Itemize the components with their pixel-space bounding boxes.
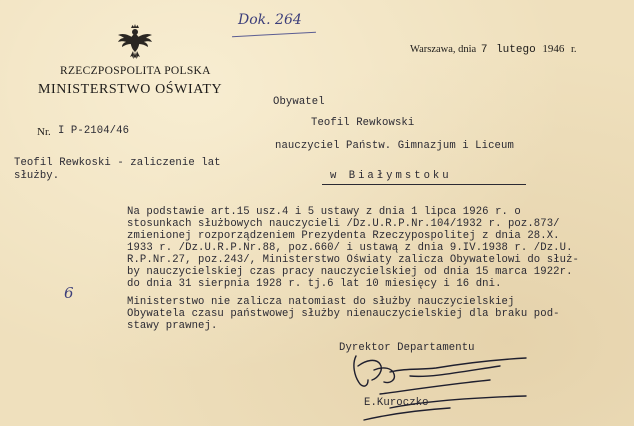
reference-label: Nr. [37,126,51,138]
body-line: Na podstawie art.15 usz.4 i 5 ustawy z dnia 1 lipca 1926 r. o [127,206,521,218]
place-date-line [410,43,576,56]
body-line: do dnia 31 sierpnia 1928 r. tj.6 lat 10 miesięcy i 16 dni. [127,278,502,290]
eagle-emblem-icon [115,22,155,62]
signatory-title: Dyrektor Departamentu [339,342,475,354]
margin-handwritten-mark: 6 [64,284,74,302]
body-line: R.P.Nr.27, poz.243/, Ministerstwo Oświaty zalicza Obywatelowi do służ- [127,254,580,266]
date-year: 1946 [542,43,565,55]
body-line: by nauczycielskiej czas pracy nauczycielskiej od dnia 15 marca 1922r. [127,266,573,278]
body-line: stosunkach służbowych nauczycieli /Dz.U.R.P.Nr.104/1932 r. poz.873/ [127,218,560,230]
body-line: 1933 r. /Dz.U.R.P.Nr.88, poz.660/ i ustawą z dnia 9.IV.1938 r. /Dz.U. [127,242,573,254]
handwritten-document-number: Dok. 264 [238,12,302,28]
recipient-city: w Białymstoku [330,170,452,182]
date-day: 7 [480,44,488,56]
subject-line-2: służby. [14,170,60,182]
body-line: Ministerstwo nie zalicza natomiast do służby nauczycielskiej [127,296,515,308]
recipient-salutation: Obywatel [273,96,325,108]
recipient-position: nauczyciel Państw. Gimnazjum i Liceum [275,140,514,152]
letterhead-country: RZECZPOSPOLITA POLSKA [60,65,211,77]
handwritten-underline [232,32,316,37]
recipient-name: Teofil Rewkowski [311,117,415,129]
body-line: stawy prawnej. [127,320,218,332]
letterhead-ministry: MINISTERSTWO OŚWIATY [38,82,223,97]
date-suffix: r. [570,44,577,55]
subject-line-1: Teofil Rewkoski - zaliczenie lat [14,157,221,169]
date-month: lutego [496,44,536,56]
reference-number: I P-2104/46 [58,125,130,137]
recipient-city-underline [322,184,526,185]
body-line: zmienionej rozporządzeniem Prezydenta Rzeczypospolitej z dnia 28.X. [127,230,560,242]
signatory-name: E.Kuroczko [364,397,429,409]
body-line: Obywatela czasu państwowej służby nienauczycielskiej dla braku pod- [127,308,560,320]
place-date-prefix: Warszawa, dnia [410,44,477,55]
handwritten-signature [350,350,540,426]
